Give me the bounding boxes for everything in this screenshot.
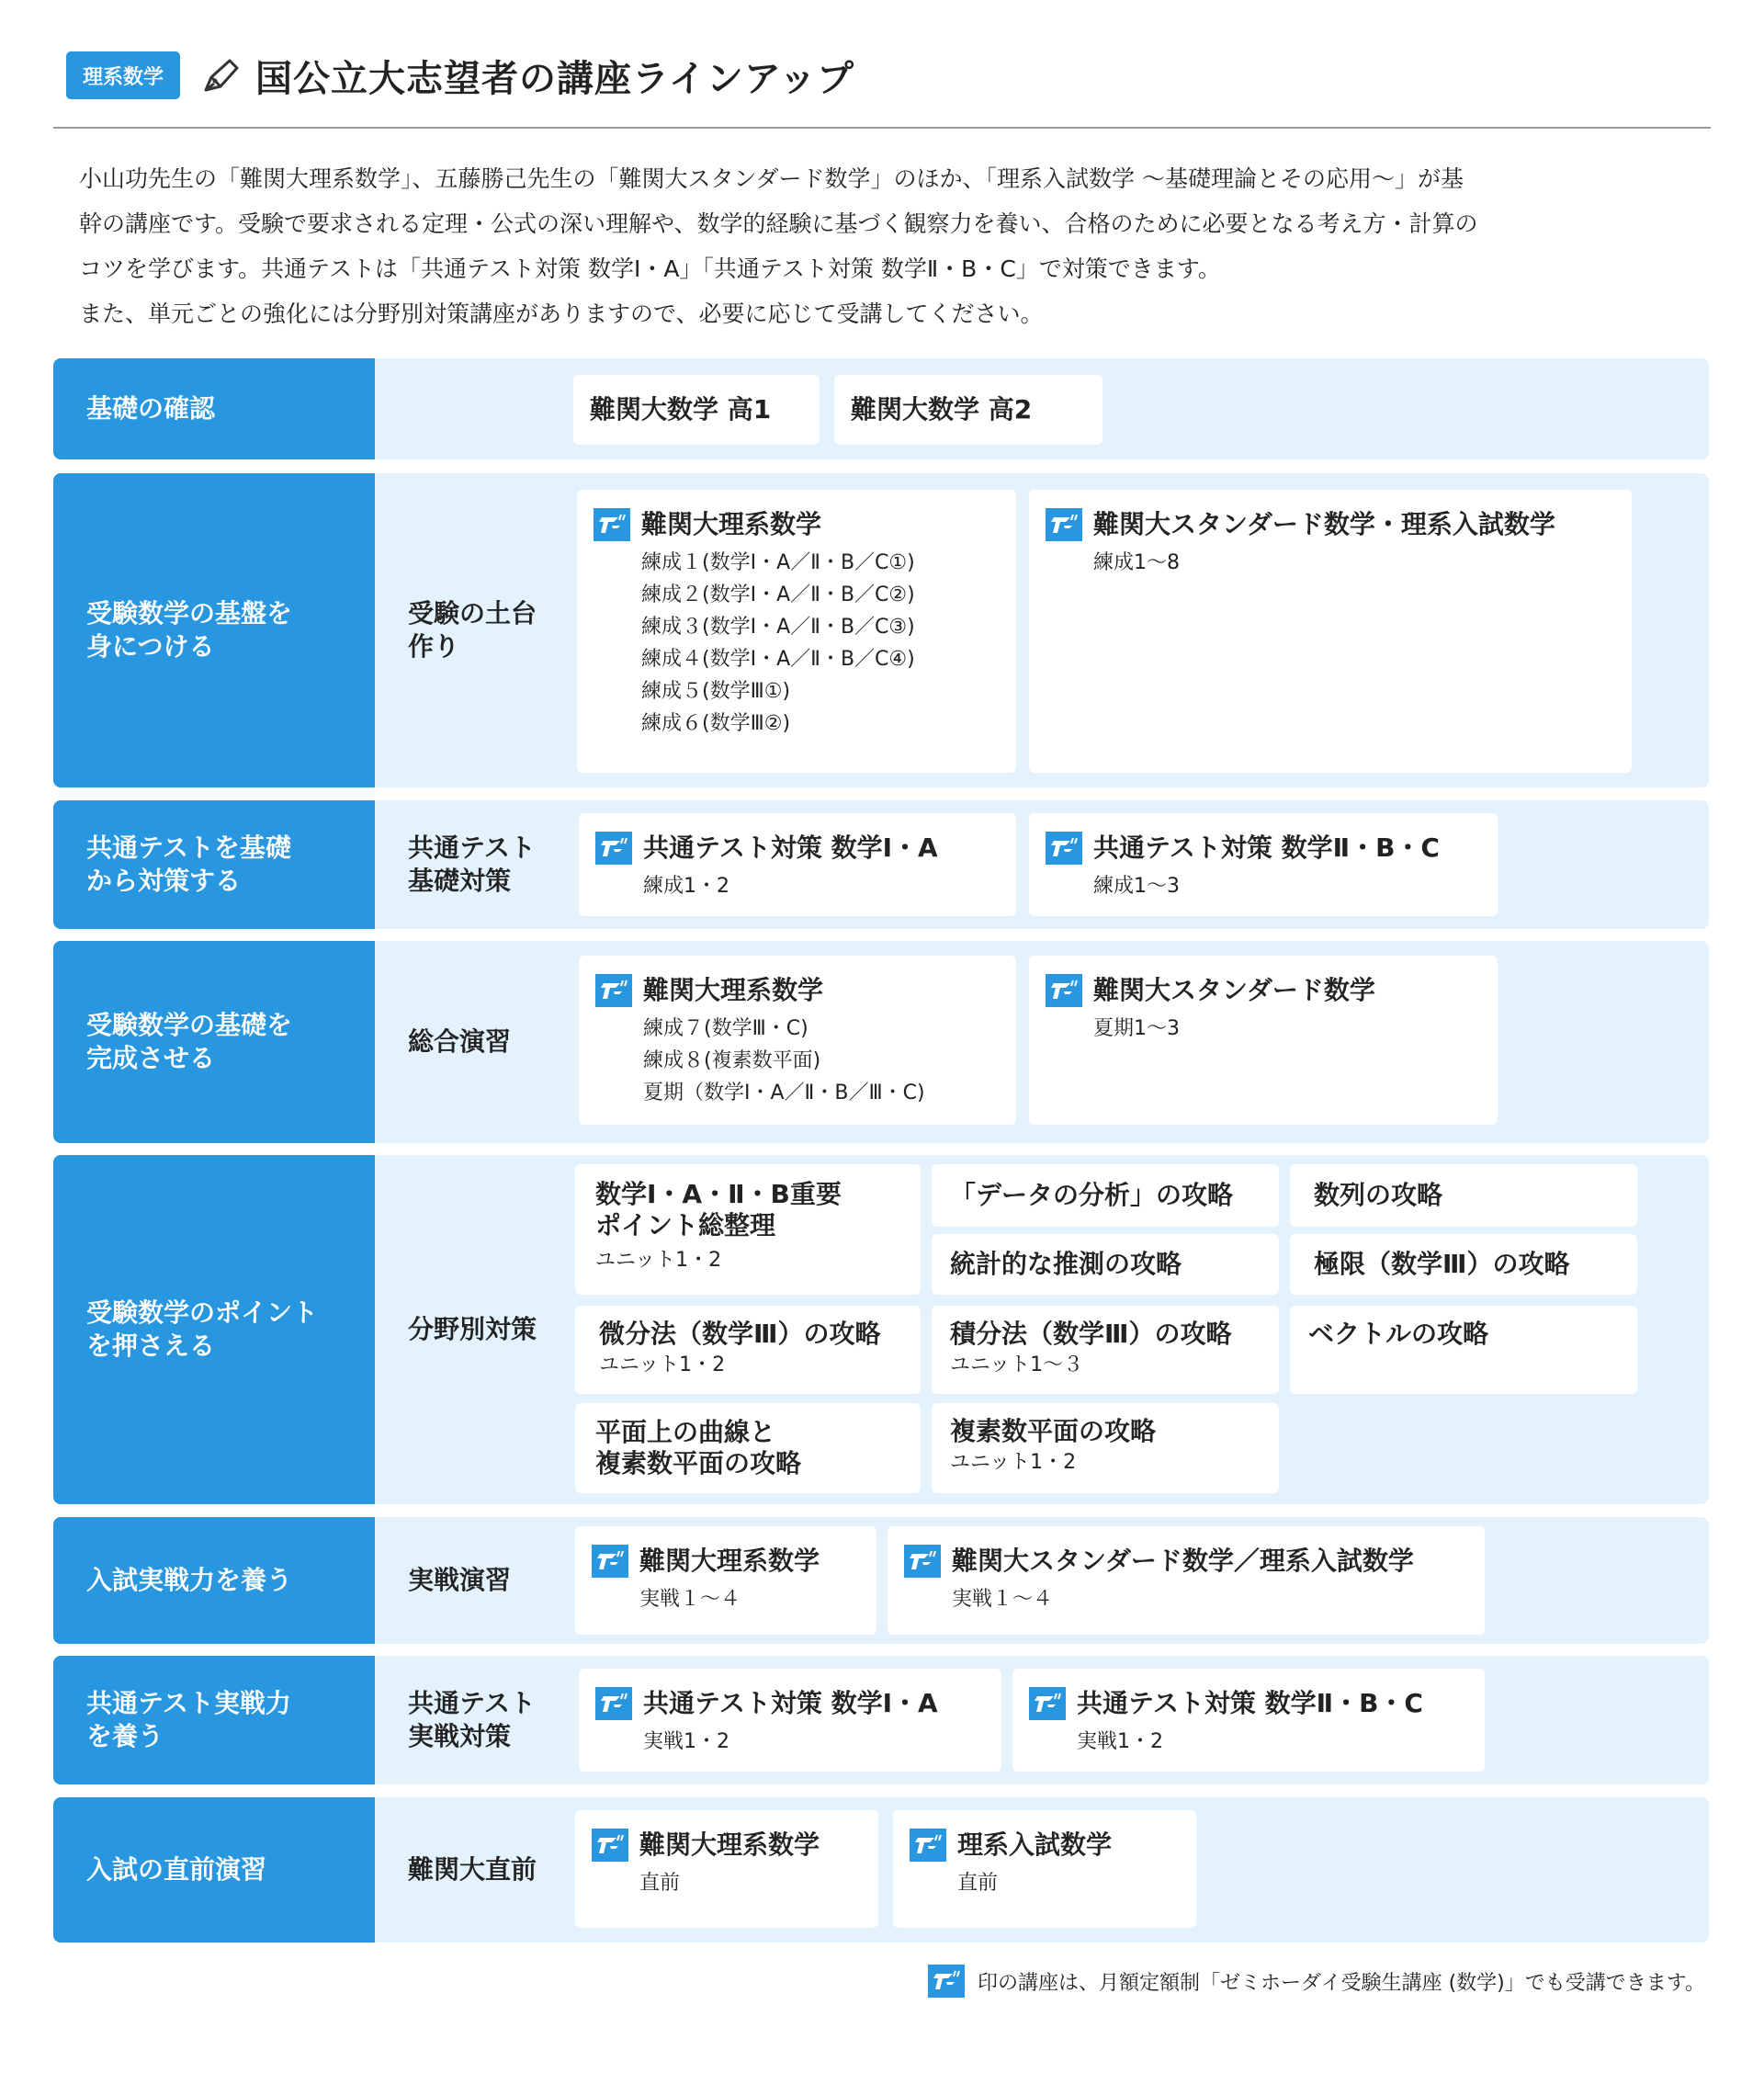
- course-detail-list: [1029, 1726, 1468, 1758]
- course-title: 難関大理系数学: [641, 509, 822, 539]
- course-card[interactable]: [1290, 1234, 1637, 1295]
- course-card[interactable]: [575, 1164, 921, 1295]
- course-card[interactable]: [577, 490, 1016, 773]
- course-title: 「データの分析」の攻略: [950, 1180, 1234, 1210]
- row-subcategory: 受験の土台 作り: [408, 598, 537, 662]
- course-title: 統計的な推測の攻略: [950, 1249, 1182, 1279]
- row-subcategory: 共通テスト 実戦対策: [408, 1688, 536, 1751]
- row-category: 入試の直前演習: [53, 1797, 375, 1942]
- row-category: 受験数学の基礎を 完成させる: [53, 941, 375, 1143]
- course-title: 難関大スタンダード数学／理系入試数学: [952, 1546, 1414, 1576]
- course-detail: 夏期1〜3: [1093, 1017, 1180, 1040]
- course-card[interactable]: [579, 813, 1016, 916]
- course-detail: 練成２(数学Ⅰ・A／Ⅱ・B／C②): [641, 583, 915, 606]
- course-card[interactable]: [834, 375, 1102, 445]
- zemi-icon: [595, 832, 632, 865]
- course-title: 数列の攻略: [1314, 1180, 1443, 1210]
- course-detail: 練成７(数学Ⅲ・C): [643, 1017, 808, 1040]
- course-detail: 練成1〜8: [1093, 551, 1180, 574]
- course-detail: 夏期（数学Ⅰ・A／Ⅱ・B／Ⅲ・C): [643, 1082, 925, 1104]
- course-title: 難関大数学 高2: [851, 394, 1033, 425]
- course-detail: 練成1〜3: [1093, 875, 1180, 898]
- course-card[interactable]: [1290, 1164, 1637, 1227]
- course-card[interactable]: [579, 956, 1016, 1125]
- course-title: 共通テスト対策 数学Ⅱ・B・C: [1077, 1688, 1423, 1718]
- zemi-icon: [928, 1965, 965, 1998]
- course-detail: ユニット1・2: [950, 1451, 1077, 1474]
- course-card[interactable]: [932, 1164, 1279, 1227]
- pen-icon: [198, 53, 243, 97]
- course-detail: 練成1・2: [643, 875, 729, 898]
- row-category: 受験数学のポイント を押さえる: [53, 1155, 375, 1504]
- course-card[interactable]: [1012, 1669, 1485, 1772]
- course-card[interactable]: [1029, 813, 1498, 916]
- course-title: ベクトルの攻略: [1308, 1319, 1489, 1349]
- intro-line: 小山功先生の「難関大理系数学」、五藤勝己先生の「難関大スタンダード数学」のほか、「理系入試数学 〜基礎理論とその応用〜」が基: [79, 165, 1464, 192]
- course-detail: 練成４(数学Ⅰ・A／Ⅱ・B／C④): [641, 648, 915, 671]
- course-detail-list: [592, 1583, 860, 1615]
- course-detail: 練成３(数学Ⅰ・A／Ⅱ・B／C③): [641, 616, 915, 639]
- title-divider: [53, 127, 1711, 129]
- course-card[interactable]: [1029, 490, 1632, 773]
- row-complete-basics: [53, 941, 1709, 1143]
- page-header: [66, 50, 854, 101]
- row-common-test-practice: [53, 1656, 1709, 1784]
- course-detail: 練成８(複素数平面): [643, 1049, 821, 1072]
- row-final-practice: [53, 1797, 1709, 1942]
- row-category: 入試実戦力を養う: [53, 1517, 375, 1644]
- course-card[interactable]: [575, 1526, 876, 1635]
- course-title: 平面上の曲線と 複素数平面の攻略: [595, 1417, 802, 1478]
- subject-badge: 理系数学: [66, 51, 180, 99]
- course-detail-list: [595, 1013, 1000, 1109]
- course-detail: 実戦1・2: [643, 1730, 729, 1753]
- intro-line: 幹の講座です。受験で要求される定理・公式の深い理解や、数学的経験に基づく観察力を養い、合格のために必要となる考え方・計算の: [79, 210, 1478, 237]
- course-detail-list: [1046, 1013, 1481, 1045]
- row-subcategory: 実戦演習: [408, 1565, 512, 1595]
- course-detail: 直前: [639, 1872, 681, 1895]
- zemi-icon: [1029, 1687, 1066, 1720]
- course-title: 難関大理系数学: [639, 1546, 820, 1576]
- course-detail-list: [1046, 870, 1481, 902]
- course-title: 難関大理系数学: [643, 975, 824, 1005]
- course-card[interactable]: [888, 1526, 1485, 1635]
- course-card[interactable]: [579, 1669, 1001, 1772]
- footnote: [928, 1965, 1705, 1998]
- course-detail: 実戦１〜４: [952, 1588, 1054, 1611]
- intro-line: コツを学びます。共通テストは「共通テスト対策 数学Ⅰ・A」「共通テスト対策 数学Ⅱ・B・C」で対策できます。: [79, 255, 1221, 282]
- row-category: 基礎の確認: [53, 358, 375, 459]
- course-card[interactable]: [575, 1306, 921, 1394]
- row-category: 共通テストを基礎 から対策する: [53, 800, 375, 929]
- row-subcategory: 総合演習: [408, 1026, 512, 1057]
- zemi-icon: [594, 508, 630, 541]
- course-card[interactable]: [1290, 1306, 1637, 1394]
- row-category: 共通テスト実戦力 を養う: [53, 1656, 375, 1784]
- course-detail: 直前: [957, 1872, 999, 1895]
- row-key-points: [53, 1155, 1709, 1504]
- zemi-icon: [595, 974, 632, 1007]
- course-detail: ユニット1・2: [599, 1353, 726, 1376]
- row-subcategory: 共通テスト 基礎対策: [408, 832, 536, 896]
- course-card[interactable]: [575, 1810, 878, 1928]
- course-detail: 実戦1・2: [1077, 1730, 1163, 1753]
- course-detail: ユニット1・2: [595, 1249, 722, 1272]
- zemi-icon: [1046, 974, 1082, 1007]
- course-detail: ユニット1〜３: [950, 1353, 1084, 1376]
- row-basic-check: [53, 358, 1709, 459]
- course-detail: 練成５(数学Ⅲ①): [641, 680, 791, 703]
- course-detail: 実戦１〜４: [639, 1588, 741, 1611]
- course-title: 難関大スタンダード数学: [1093, 975, 1375, 1005]
- course-detail-list: [904, 1583, 1468, 1615]
- row-subcategory: 分野別対策: [408, 1314, 537, 1344]
- course-title: 極限（数学Ⅲ）の攻略: [1314, 1249, 1570, 1279]
- course-detail-list: [594, 547, 1000, 740]
- course-detail: 練成６(数学Ⅲ②): [641, 712, 791, 735]
- zemi-icon: [592, 1545, 628, 1578]
- zemi-icon: [904, 1545, 941, 1578]
- course-title: 共通テスト対策 数学Ⅰ・A: [643, 832, 938, 863]
- course-card[interactable]: [1029, 956, 1498, 1125]
- course-detail: 練成１(数学Ⅰ・A／Ⅱ・B／C①): [641, 551, 915, 574]
- row-common-test-basic: [53, 800, 1709, 929]
- course-title: 難関大理系数学: [639, 1829, 820, 1860]
- row-subcategory: 難関大直前: [408, 1854, 537, 1885]
- zemi-icon: [595, 1687, 632, 1720]
- zemi-icon: [1046, 832, 1082, 865]
- page-title: 国公立大志望者の講座ラインアップ: [255, 57, 855, 100]
- course-card[interactable]: [932, 1234, 1279, 1295]
- course-title: 難関大数学 高1: [590, 394, 772, 425]
- course-title: 複素数平面の攻略: [950, 1416, 1157, 1446]
- course-detail-list: [592, 1867, 862, 1899]
- footnote-text: 印の講座は、月額定額制「ゼミホーダイ受験生講座 (数学)」でも受講できます。: [978, 1971, 1705, 1995]
- row-foundation: [53, 473, 1709, 787]
- course-card[interactable]: [932, 1306, 1279, 1394]
- course-detail-list: [595, 1726, 985, 1758]
- course-title: 共通テスト対策 数学Ⅱ・B・C: [1093, 832, 1440, 863]
- course-title: 微分法（数学Ⅲ）の攻略: [599, 1319, 881, 1349]
- course-card[interactable]: [575, 1403, 921, 1493]
- course-detail-list: [595, 870, 1000, 902]
- row-exam-practice: [53, 1517, 1709, 1644]
- intro-line: また、単元ごとの強化には分野別対策講座がありますので、必要に応じて受講してください。: [79, 300, 1044, 327]
- course-card[interactable]: [573, 375, 820, 445]
- course-detail-list: [910, 1867, 1180, 1899]
- intro-text: [79, 156, 1696, 336]
- course-title: 難関大スタンダード数学・理系入試数学: [1093, 509, 1555, 539]
- course-card[interactable]: [893, 1810, 1196, 1928]
- course-title: 積分法（数学Ⅲ）の攻略: [950, 1319, 1232, 1349]
- row-category: 受験数学の基盤を 身につける: [53, 473, 375, 787]
- course-title: 共通テスト対策 数学Ⅰ・A: [643, 1688, 938, 1718]
- course-card[interactable]: [932, 1403, 1279, 1493]
- zemi-icon: [592, 1829, 628, 1862]
- zemi-icon: [1046, 508, 1082, 541]
- course-detail-list: [1046, 547, 1615, 579]
- zemi-icon: [910, 1829, 946, 1862]
- course-title: 数学Ⅰ・A・Ⅱ・B重要 ポイント総整理: [595, 1179, 842, 1240]
- course-title: 理系入試数学: [957, 1829, 1113, 1860]
